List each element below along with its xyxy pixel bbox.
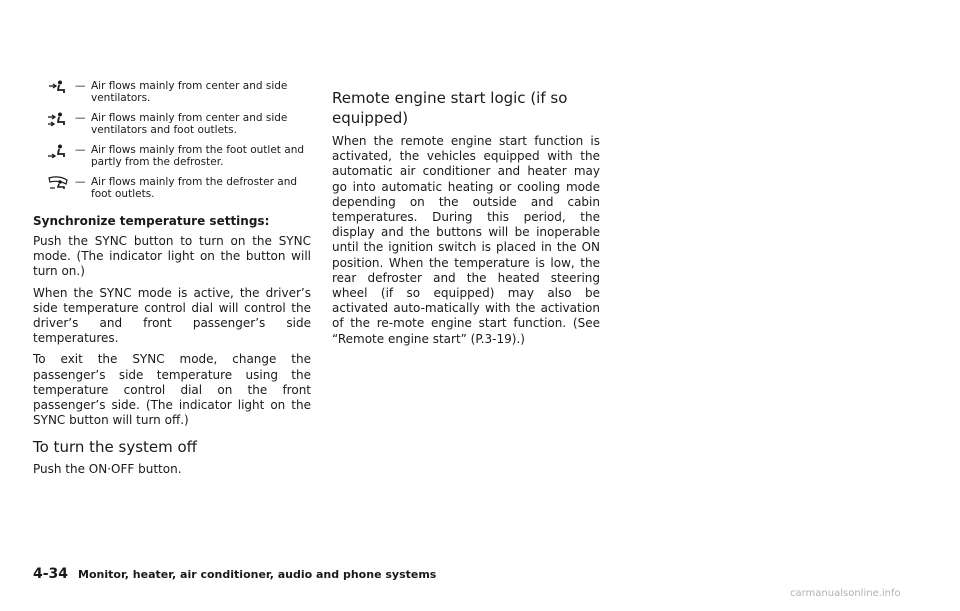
sync-paragraph-1: Push the SYNC button to turn on the SYNC mode. (The indicator light on the button will turn on.) (33, 234, 311, 279)
airflow-face-foot-icon (33, 112, 69, 126)
chapter-title: Monitor, heater, air conditioner, audio and phone systems (78, 568, 437, 581)
sync-heading: Synchronize temperature settings: (33, 214, 270, 228)
list-item (33, 80, 311, 104)
airflow-face-icon (33, 80, 69, 94)
sync-paragraph-3: To exit the SYNC mode, change the passenger’s side temperature using the temperature control dial on the front passenger’s side. (The indicator light on the SYNC button will turn off.) (33, 352, 311, 428)
airflow-defrost-foot-icon (33, 176, 69, 190)
turn-off-paragraph: Push the ON·OFF button. (33, 462, 182, 477)
mode-description: Air flows mainly from the defroster and foot outlets. (91, 176, 298, 200)
remote-start-paragraph: When the remote engine start function is activated, the vehicles equipped with the automatic air conditioner and heater may go into automatic heating or cooling mode depending on the outside and cabin temperatures. During this period, the display and the buttons will be inoperable until the ignition switch is placed in the ON position. When the temperature is low, the rear defroster and the heated steering wheel (if so equipped) may also be activated auto-matically with the activation of the re-mote engine start function. (See “Remote engine start” (P.3-19).) (332, 134, 600, 346)
right-column (332, 80, 600, 353)
list-item (33, 176, 311, 200)
airflow-foot-icon (33, 144, 69, 158)
mode-description: Air flows mainly from the foot outlet and partly from the defroster. (91, 144, 305, 168)
watermark: carmanualsonline.info (790, 588, 901, 599)
list-item (33, 144, 311, 168)
mode-dash: — (75, 80, 86, 92)
mode-description: Air flows mainly from center and side ventilators and foot outlets. (91, 112, 288, 136)
sync-paragraph-2: When the SYNC mode is active, the driver’s side temperature control dial will control the driver’s and front passenger’s side temperatures. (33, 285, 311, 346)
mode-dash: — (75, 112, 86, 124)
left-column (33, 80, 311, 484)
page-number: 4-34 (33, 566, 69, 582)
airflow-mode-list (33, 80, 311, 200)
mode-description: Air flows mainly from center and side ventilators. (91, 80, 288, 104)
page-footer (33, 566, 436, 582)
mode-dash: — (75, 144, 86, 156)
list-item (33, 112, 311, 136)
turn-off-heading: To turn the system off (33, 438, 198, 457)
mode-dash: — (75, 176, 86, 188)
remote-start-heading: Remote engine start logic (if so equipped) (332, 89, 568, 127)
